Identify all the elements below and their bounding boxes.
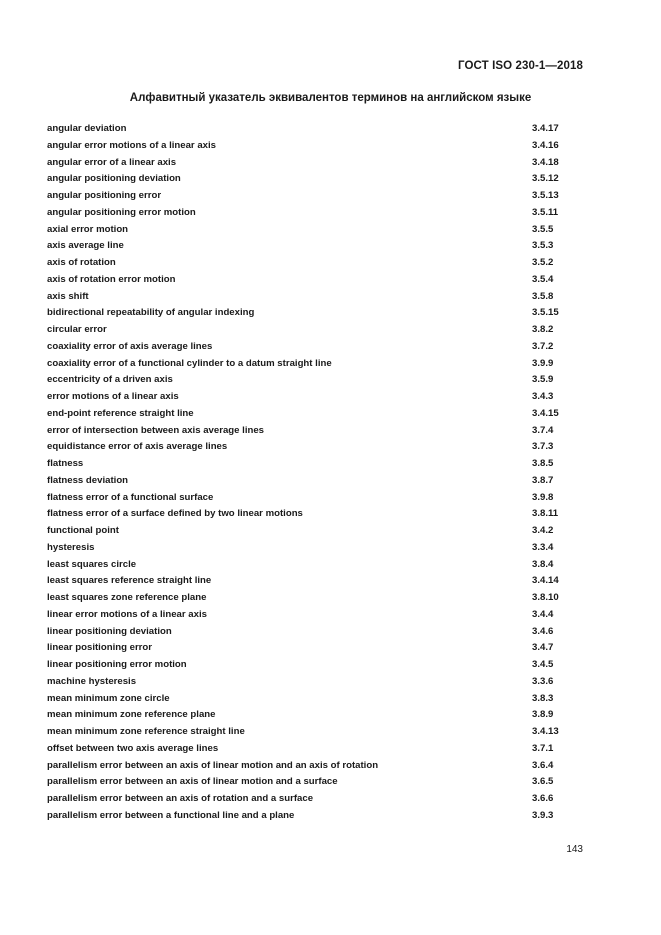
index-reference: 3.4.4 xyxy=(532,608,554,620)
index-term: linear positioning error motion xyxy=(47,659,187,670)
index-term: flatness error of a surface defined by two linear motions xyxy=(47,508,303,520)
index-reference: 3.4.18 xyxy=(532,156,559,168)
index-list xyxy=(47,121,587,825)
index-reference: 3.5.9 xyxy=(532,374,554,386)
index-reference: 3.5.5 xyxy=(532,223,554,235)
index-term: bidirectional repeatability of angular indexing xyxy=(47,307,255,319)
index-title: Алфавитный указатель эквивалентов терминов на английском языке xyxy=(129,92,532,104)
index-entry xyxy=(47,121,587,138)
index-reference: 3.8.10 xyxy=(532,592,559,603)
index-reference: 3.3.6 xyxy=(532,675,554,687)
index-entry xyxy=(47,774,587,791)
index-entry xyxy=(47,523,587,540)
index-entry xyxy=(47,557,587,574)
index-entry xyxy=(47,490,587,507)
index-reference: 3.4.16 xyxy=(532,139,559,151)
index-reference: 3.6.5 xyxy=(532,776,554,788)
index-term: coaxiality error of a functional cylinder to a datum straight line xyxy=(47,357,332,369)
index-reference: 3.4.7 xyxy=(532,642,554,654)
index-entry xyxy=(47,138,587,155)
index-term: angular positioning error xyxy=(47,190,162,201)
index-reference: 3.8.2 xyxy=(532,324,554,335)
index-entry xyxy=(47,305,587,322)
index-entry xyxy=(47,724,587,741)
index-reference: 3.4.17 xyxy=(532,123,559,134)
index-reference: 3.6.4 xyxy=(532,759,554,771)
index-reference: 3.9.3 xyxy=(532,809,554,821)
index-term: end-point reference straight line xyxy=(47,407,194,419)
index-term: linear positioning deviation xyxy=(47,625,172,637)
index-entry xyxy=(47,540,587,557)
index-entry xyxy=(47,222,587,239)
index-reference: 3.4.5 xyxy=(532,659,554,670)
index-term: error motions of a linear axis xyxy=(47,391,179,402)
index-term: eccentricity of a driven axis xyxy=(47,374,173,386)
index-reference: 3.4.15 xyxy=(532,407,559,419)
index-reference: 3.7.4 xyxy=(532,424,554,436)
index-term: flatness xyxy=(47,458,84,469)
index-entry xyxy=(47,758,587,775)
index-entry xyxy=(47,423,587,440)
index-term: parallelism error between an axis of linear motion and a surface xyxy=(47,776,338,788)
index-term: machine hysteresis xyxy=(47,675,137,687)
index-term: hysteresis xyxy=(47,541,95,553)
index-term: axis average line xyxy=(47,240,124,252)
index-reference: 3.8.5 xyxy=(532,458,554,469)
standard-code: ГОСТ ISO 230-1—2018 xyxy=(458,60,583,72)
index-entry xyxy=(47,289,587,306)
index-reference: 3.8.3 xyxy=(532,692,554,704)
index-term: coaxiality error of axis average lines xyxy=(47,340,213,352)
index-reference: 3.5.11 xyxy=(532,206,559,218)
index-term: axis of rotation xyxy=(47,257,116,268)
index-term: angular error motions of a linear axis xyxy=(47,139,217,151)
index-reference: 3.7.1 xyxy=(532,742,554,754)
index-reference: 3.4.13 xyxy=(532,726,559,737)
index-entry xyxy=(47,456,587,473)
index-entry xyxy=(47,272,587,289)
index-term: error of intersection between axis average lines xyxy=(47,424,265,436)
index-term: parallelism error between an axis of rotation and a surface xyxy=(47,793,314,804)
index-term: parallelism error between a functional line and a plane xyxy=(47,809,295,821)
index-reference: 3.9.8 xyxy=(532,491,554,503)
index-reference: 3.9.9 xyxy=(532,357,554,369)
index-reference: 3.5.12 xyxy=(532,173,559,185)
index-entry xyxy=(47,506,587,523)
index-term: least squares circle xyxy=(47,558,137,570)
index-term: axis shift xyxy=(47,290,89,302)
index-reference: 3.8.9 xyxy=(532,709,554,721)
index-entry xyxy=(47,188,587,205)
index-entry xyxy=(47,205,587,222)
index-reference: 3.7.2 xyxy=(532,340,554,352)
index-entry xyxy=(47,389,587,406)
index-entry xyxy=(47,255,587,272)
index-term: functional point xyxy=(47,525,119,536)
index-term: flatness error of a functional surface xyxy=(47,491,214,503)
index-term: flatness deviation xyxy=(47,474,129,486)
index-term: angular positioning error motion xyxy=(47,206,196,218)
index-term: least squares zone reference plane xyxy=(47,592,207,603)
index-reference: 3.8.11 xyxy=(532,508,559,520)
index-entry xyxy=(47,473,587,490)
index-entry xyxy=(47,356,587,373)
index-term: circular error xyxy=(47,324,107,335)
index-term: axial error motion xyxy=(47,223,129,235)
index-term: angular deviation xyxy=(47,123,127,134)
index-term: equidistance error of axis average lines xyxy=(47,441,228,453)
index-reference: 3.4.3 xyxy=(532,391,554,402)
index-entry xyxy=(47,691,587,708)
index-entry xyxy=(47,707,587,724)
page-number: 143 xyxy=(566,844,583,855)
index-term: mean minimum zone circle xyxy=(47,692,170,704)
index-term: offset between two axis average lines xyxy=(47,742,219,754)
index-entry xyxy=(47,808,587,825)
index-term: linear error motions of a linear axis xyxy=(47,608,207,620)
index-entry xyxy=(47,607,587,624)
index-entry xyxy=(47,439,587,456)
index-reference: 3.4.6 xyxy=(532,625,554,637)
index-term: linear positioning error xyxy=(47,642,153,654)
index-reference: 3.7.3 xyxy=(532,441,554,453)
index-entry xyxy=(47,406,587,423)
index-entry xyxy=(47,674,587,691)
index-reference: 3.4.14 xyxy=(532,575,559,587)
index-term: mean minimum zone reference plane xyxy=(47,709,216,721)
index-reference: 3.6.6 xyxy=(532,793,554,804)
index-reference: 3.5.4 xyxy=(532,273,554,285)
index-reference: 3.5.15 xyxy=(532,307,559,319)
index-entry xyxy=(47,657,587,674)
index-reference: 3.5.8 xyxy=(532,290,554,302)
index-entry xyxy=(47,339,587,356)
index-entry xyxy=(47,573,587,590)
index-reference: 3.4.2 xyxy=(532,525,554,536)
index-term: angular positioning deviation xyxy=(47,173,181,185)
index-entry xyxy=(47,322,587,339)
index-entry xyxy=(47,171,587,188)
index-entry xyxy=(47,791,587,808)
index-entry xyxy=(47,640,587,657)
index-reference: 3.5.2 xyxy=(532,257,554,268)
index-term: angular error of a linear axis xyxy=(47,156,177,168)
index-term: least squares reference straight line xyxy=(47,575,212,587)
index-reference: 3.3.4 xyxy=(532,541,554,553)
index-reference: 3.8.4 xyxy=(532,558,554,570)
index-reference: 3.5.13 xyxy=(532,190,559,201)
index-term: parallelism error between an axis of linear motion and an axis of rotation xyxy=(47,759,379,771)
index-entry xyxy=(47,624,587,641)
index-reference: 3.8.7 xyxy=(532,474,554,486)
index-entry xyxy=(47,741,587,758)
index-entry xyxy=(47,590,587,607)
index-reference: 3.5.3 xyxy=(532,240,554,252)
index-term: axis of rotation error motion xyxy=(47,273,176,285)
index-entry xyxy=(47,155,587,172)
index-entry xyxy=(47,372,587,389)
index-term: mean minimum zone reference straight line xyxy=(47,726,245,737)
index-entry xyxy=(47,238,587,255)
